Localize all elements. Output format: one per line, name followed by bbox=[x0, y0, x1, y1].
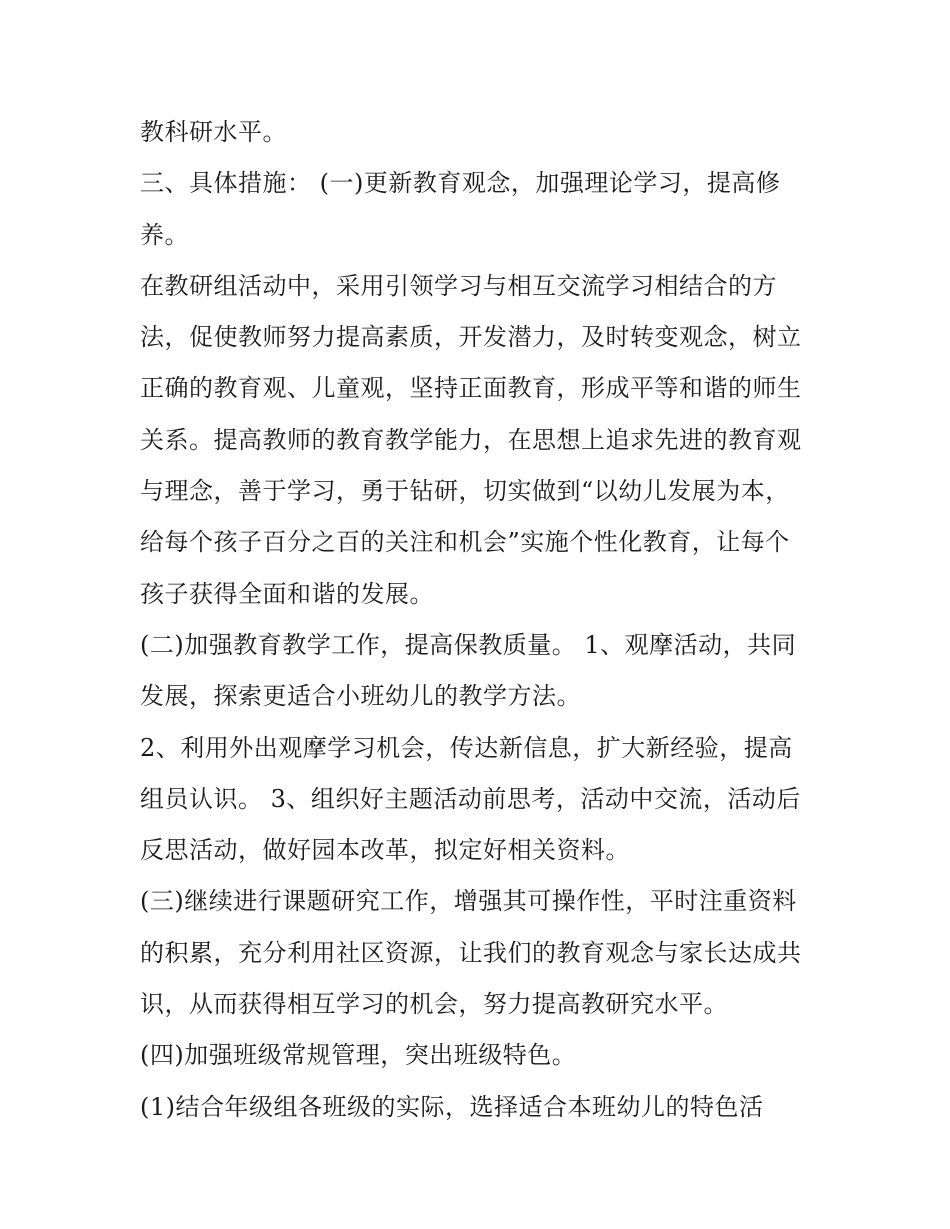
document-body bbox=[140, 107, 820, 1133]
text-line: 在教研组活动中，采用引领学习与相互交流学习相结合的方 bbox=[140, 271, 777, 300]
text-line: 教科研水平。 bbox=[140, 118, 287, 146]
text-line: (四)加强班级常规管理，突出班级特色。 bbox=[140, 1041, 577, 1070]
text-line: (1)结合年级组各班级的实际，选择适合本班幼儿的特色活 bbox=[140, 1092, 764, 1121]
text-line: 正确的教育观、儿童观，坚持正面教育，形成平等和谐的师生 bbox=[140, 374, 802, 403]
text-line: 反思活动，做好园本改革，拟定好相关资料。 bbox=[140, 836, 630, 865]
text-line: 组员认识。 3、组织好主题活动前思考，活动中交流，活动后 bbox=[140, 784, 801, 813]
text-line: 法，促使教师努力提高素质，开发潜力，及时转变观念，树立 bbox=[140, 323, 802, 352]
text-line: 给每个孩子百分之百的关注和机会”实施个性化教育，让每个 bbox=[140, 528, 790, 557]
text-line: 养。 bbox=[140, 220, 189, 249]
text-line: 的积累，充分利用社区资源，让我们的教育观念与家长达成共 bbox=[140, 938, 802, 967]
text-line: 关系。提高教师的教育教学能力，在思想上追求先进的教育观 bbox=[140, 425, 802, 454]
text-line: 2、利用外出观摩学习机会，传达新信息，扩大新经验，提高 bbox=[140, 733, 793, 762]
text-line: 与理念，善于学习，勇于钻研，切实做到“以幼儿发展为本， bbox=[140, 477, 790, 506]
text-line: (二)加强教育教学工作，提高保教质量。 1、观摩活动，共同 bbox=[140, 630, 797, 659]
text-line: 识，从而获得相互学习的机会，努力提高教研究水平。 bbox=[140, 990, 728, 1019]
text-line: (三)继续进行课题研究工作，增强其可操作性，平时注重资料 bbox=[140, 887, 797, 916]
text-line: 发展，探索更适合小班幼儿的教学方法。 bbox=[140, 682, 581, 711]
text-line: 孩子获得全面和谐的发展。 bbox=[140, 579, 434, 608]
text-line: 三、具体措施： (一)更新教育观念，加强理论学习，提高修 bbox=[140, 169, 781, 198]
